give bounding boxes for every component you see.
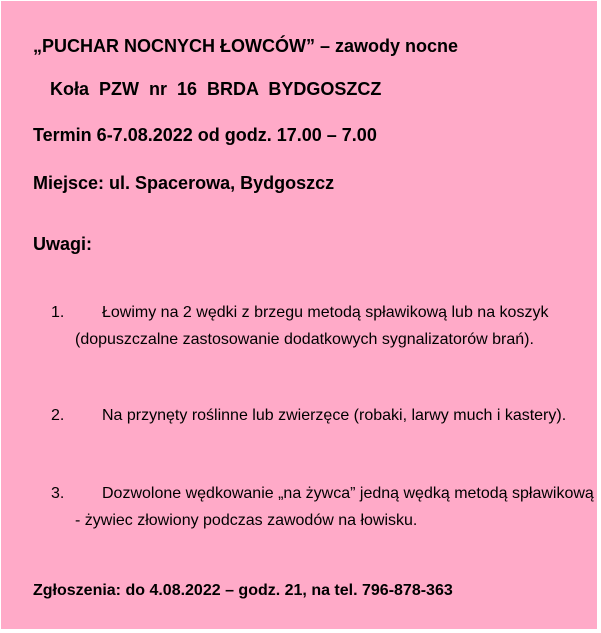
club-name: Koła PZW nr 16 BRDA BYDGOSZCZ [50, 79, 382, 99]
event-term: Termin 6-7.08.2022 od godz. 17.00 – 7.00 [33, 125, 377, 145]
competition-poster [1, 1, 599, 631]
list-item-number: 3. [51, 485, 65, 502]
list-item-text: Łowimy na 2 wędki z brzegu metodą spławikową lub na koszyk (dopuszczalne zastosowanie dodatkowych sygnalizatorów brań). [75, 304, 549, 348]
list-item-number: 1. [51, 304, 65, 321]
registration-info: Zgłoszenia: do 4.08.2022 – godz. 21, na tel. 796-878-363 [33, 582, 453, 599]
list-item-text: Na przynęty roślinne lub zwierzęce (robaki, larwy much i kastery). [102, 407, 567, 424]
notes-heading: Uwagi: [33, 234, 93, 254]
event-place: Miejsce: ul. Spacerowa, Bydgoszcz [33, 173, 335, 193]
poster-title: „PUCHAR NOCNYCH ŁOWCÓW” – zawody nocne [33, 36, 459, 56]
list-item-text: Dozwolone wędkowanie „na żywca” jedną wędką metodą spławikową - żywiec złowiony podczas zawodów na łowisku. [75, 485, 594, 529]
list-item-number: 2. [51, 407, 65, 424]
